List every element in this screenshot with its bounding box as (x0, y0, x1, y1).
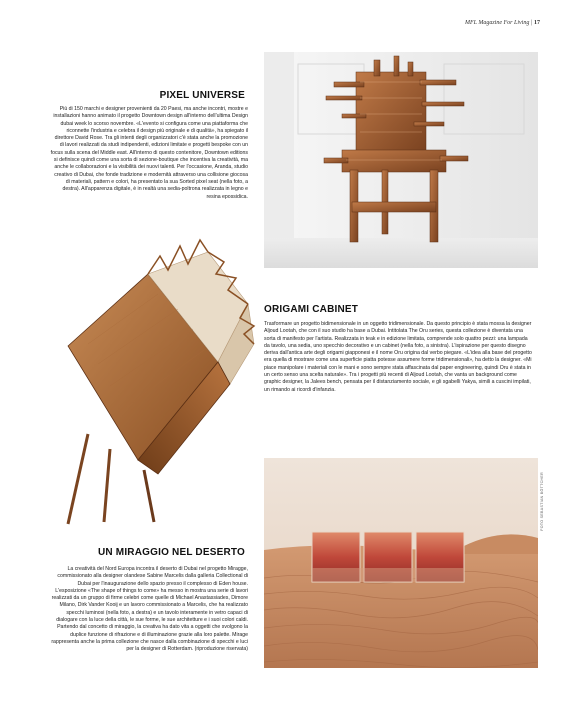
page-number: 17 (534, 20, 540, 26)
desert-mirrors-photo (264, 458, 538, 668)
pixel-chair-photo (264, 52, 538, 268)
origami-cabinet-illustration (48, 234, 258, 526)
origami-cabinet-photo (48, 234, 258, 526)
running-header: MFL Magazine For Living | 17 (464, 20, 540, 26)
magazine-name: MFL Magazine For Living (464, 20, 530, 26)
photo-credit: FOTO SEBASTIAN BÖTTCHER (540, 472, 544, 531)
article-title-pixel-universe: PIXEL UNIVERSE (159, 90, 245, 101)
article-title-origami-cabinet: ORIGAMI CABINET (264, 304, 359, 315)
article-title-miraggio: UN MIRAGGIO NEL DESERTO (97, 547, 245, 558)
article-body-miraggio: La creatività del Nord Europa incontra il deserto di Dubai nel progetto Miragge, commissionato alla designer olandese Sabine Marcelis dalla galleria Collectional di Dubai per l'inaugurazione dello spazio presso il complesso di Eden house. L'esposizione «The shape of things to come» ha messo in mostra una serie di lavori realizzati da un gruppo di firme celebri come quelle di Michael Anastassiades, Dimore Milano, Dirk Vander Kooij e un lavoro commissionato a Marcelis, che ha realizzato specchi luminosi (nella foto, a destra) e un tavolo interamente in vetro capaci di dialogare con la luce della città, le sue forme, le sue architetture e i suoi colori caldi. Partendo dal concetto di miraggio, la creativa ha dato vita a oggetti che svolgono la duplice funzione di rifrazione e di illuminazione grazie alla loro palette. Mirage rappresenta anche la prima collezione che nasce dalla combinazione di specchi e luci per la designer di Rotterdam. (riproduzione riservata) (51, 566, 248, 653)
article-body-pixel-universe: Più di 150 marchi e designer provenienti da 20 Paesi, ma anche incontri, mostre e installazioni hanno animato il progetto Downtown design all'interno dell'ultima Design dubai week lo scorso novembre. «L'evento si configura come una piattaforma che riconnette l'industria e celebra il design più originale e di qualità», ha spiegato il direttore David Rose. Tra gli intenti degli organizzatori c'è stata anche la promozione di lavori realizzati da studi indipendenti, edizioni limitate e progetti bespoke con un focus sulla scena del Middle east. All'interno di questo contenitore, Downtown editions si definisce quindi come una sorta di sezione-boutique che incentiva la creatività, ma anche le collaborazioni e la visibilità dei nuovi talenti. Per l'occasione, Aranda, studio creativo di Dubai, che fonde tradizione e modernità attraverso una collisione giocosa di materiali, pattern e colori, ha presentato la sua Sorted pixel seat (nella foto, a destra). All'apparenza digitale, è in realtà una sedia-poltrona realizzata in legno e resina epossidica. (50, 106, 248, 200)
pixel-chair-illustration (264, 52, 538, 268)
desert-mirrors-illustration (264, 458, 538, 668)
article-body-origami-cabinet: Trasformare un progetto bidimensionale in un oggetto tridimensionale. Da questo principio è stata mossa la designer Aljoud Lootah, che con il suo studio ha base a Dubai. Intitolata The Oru series, questa collezione è diventata una sorta di manifesto per l'artista. Realizzata in teak e in edizione limitata, comprende solo quattro pezzi: una lampada da tavolo, una sedia, uno specchio decorativo e un cabinet (nella foto, a sinistra). L'ispirazione per questo disegno deriva dall'antica arte degli origami giapponesi e il nome Oru origina dal verbo piegare. «L'idea alla base del progetto era quella di mostrare come una superficie piatta potesse assumere forme tridimensionali», ha detto la designer. «Mi piace manipolare i materiali con le mani e sono sempre stata affascinata dal paper engineering, quindi Oru è stata in un certo senso una scelta naturale». Tra i progetti più recenti di Aljoud Lootah, che vanta un background come graphic designer, la Jalees bench, pensata per il distanziamento sociale, e gli sgabelli Yakya, simili a cuscini impilati, un rimando ai ricordi d'infanzia. (264, 321, 532, 393)
